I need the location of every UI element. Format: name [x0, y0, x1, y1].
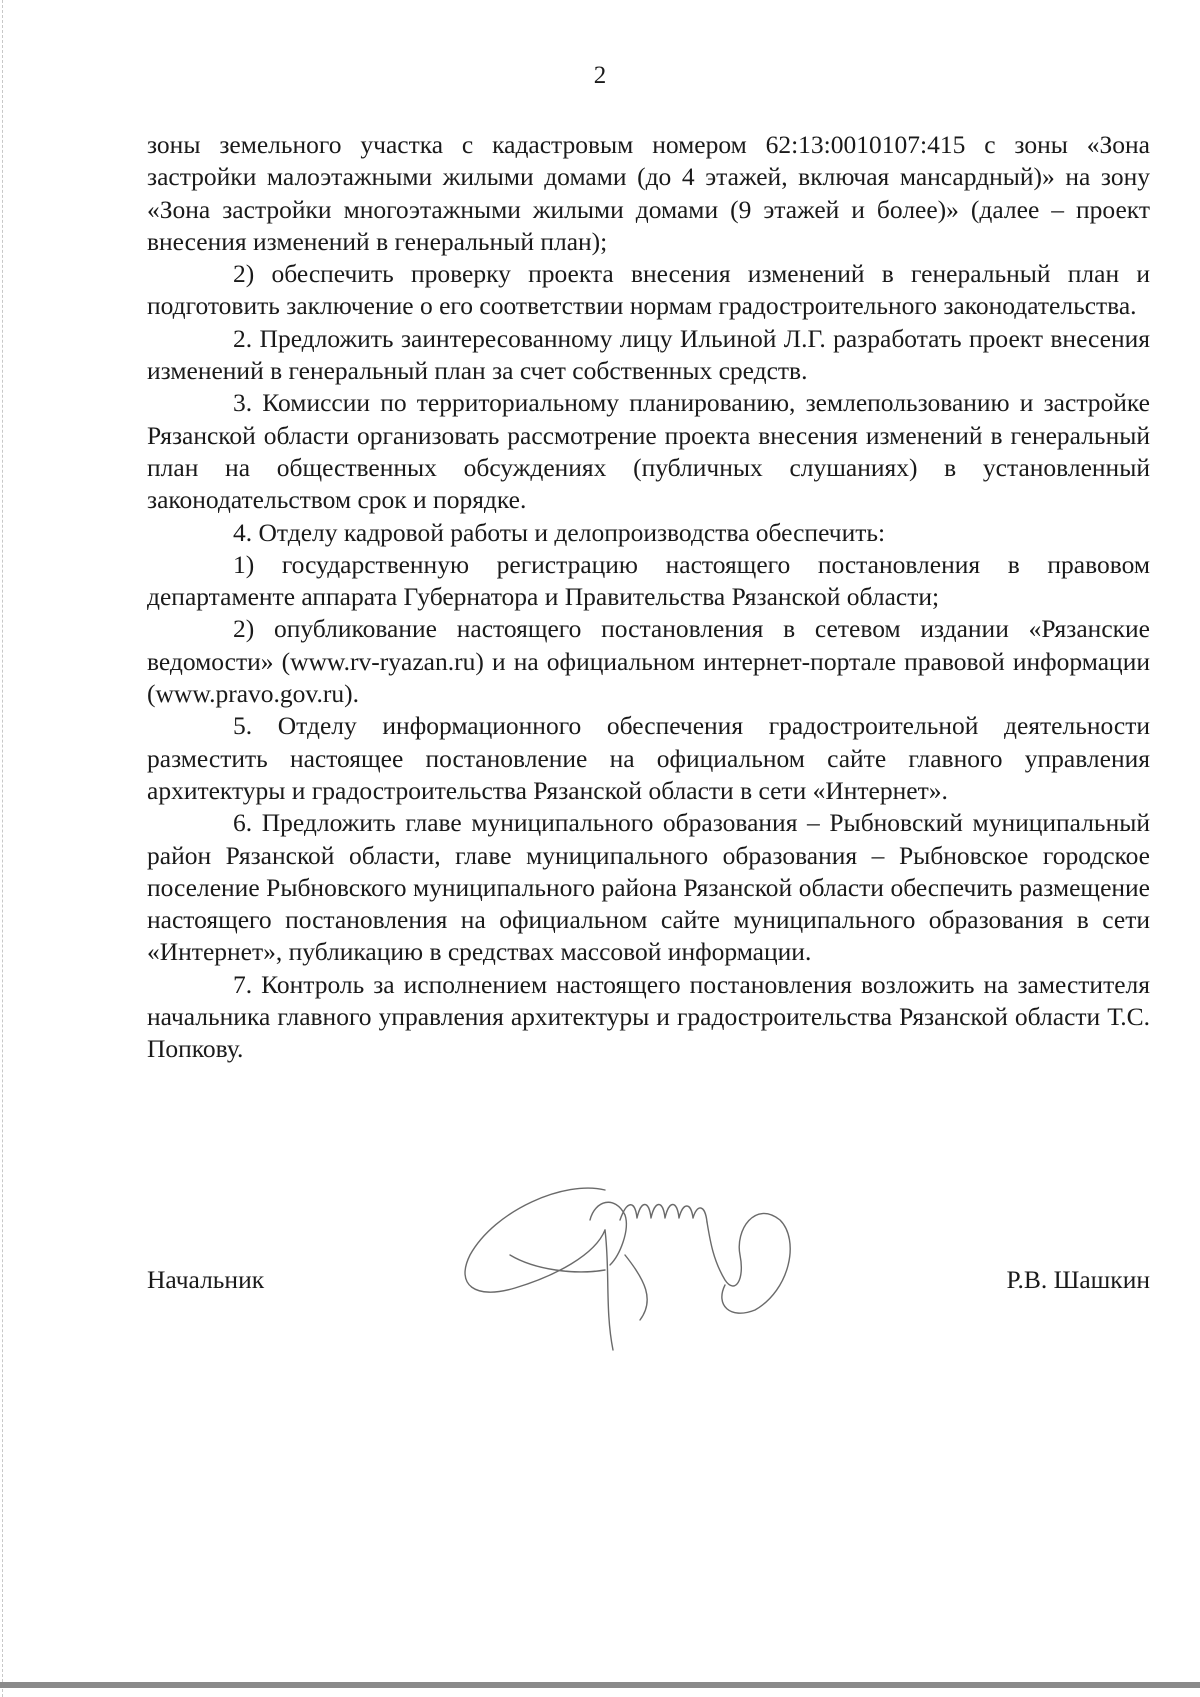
paragraph-item-3: 3. Комиссии по территориальному планированию, землепользованию и застройке Рязанской области организовать рассмотрение проекта внесения изменений в генеральный план на общественных обсуждениях (публичных слушаниях) в установленный законодательством срок и порядке.	[147, 388, 1150, 515]
paragraph-continuation: зоны земельного участка с кадастровым номером 62:13:0010107:415 с зоны «Зона застройки малоэтажными жилыми домами (до 4 этажей, включая мансардный)» на зону «Зона застройки многоэтажными жилыми домами (9 этажей и более)» (далее – проект внесения изменений в генеральный план);	[147, 130, 1150, 256]
page-number: 2	[593, 62, 607, 89]
paragraph-item-4-1: 1) государственную регистрацию настоящего постановления в правовом департаменте аппарата Губернатора и Правительства Рязанской области;	[147, 549, 1150, 612]
paragraph-item-1-2: 2) обеспечить проверку проекта внесения изменений в генеральный план и подготовить заключение о его соответствии нормам градостроительного законодательства.	[147, 259, 1150, 321]
scan-bottom-edge	[0, 1682, 1200, 1688]
signer-name: Р.В. Шашкин	[1006, 1265, 1150, 1294]
document-body	[147, 129, 1150, 1066]
handwritten-signature	[455, 1160, 835, 1360]
paragraph-item-6: 6. Предложить главе муниципального образования – Рыбновский муниципальный район Рязанской области, главе муниципального образования – Рыбновское городское поселение Рыбновского муниципального района Рязанской области обеспечить размещение настоящего постановления на официальном сайте муниципального образования в сети «Интернет», публикацию в средствах массовой информации.	[147, 808, 1150, 967]
scan-left-edge	[2, 0, 4, 1697]
paragraph-item-2: 2. Предложить заинтересованному лицу Ильиной Л.Г. разработать проект внесения изменений в генеральный план за счет собственных средств.	[147, 323, 1150, 386]
paragraph-item-7: 7. Контроль за исполнением настоящего постановления возложить на заместителя начальника главного управления архитектуры и градостроительства Рязанской области Т.С. Попкову.	[147, 969, 1150, 1064]
signer-title: Начальник	[147, 1265, 265, 1294]
paragraph-item-4-2: 2) опубликование настоящего постановления в сетевом издании «Рязанские ведомости» (www.rv-ryazan.ru) и на официальном интернет-портале правовой информации (www.pravo.gov.ru).	[147, 614, 1150, 709]
paragraph-item-5: 5. Отделу информационного обеспечения градостроительной деятельности разместить настоящее постановление на официальном сайте главного управления архитектуры и градостроительства Рязанской области в сети «Интернет».	[147, 711, 1150, 805]
paragraph-item-4: 4. Отделу кадровой работы и делопроизводства обеспечить:	[233, 517, 886, 547]
